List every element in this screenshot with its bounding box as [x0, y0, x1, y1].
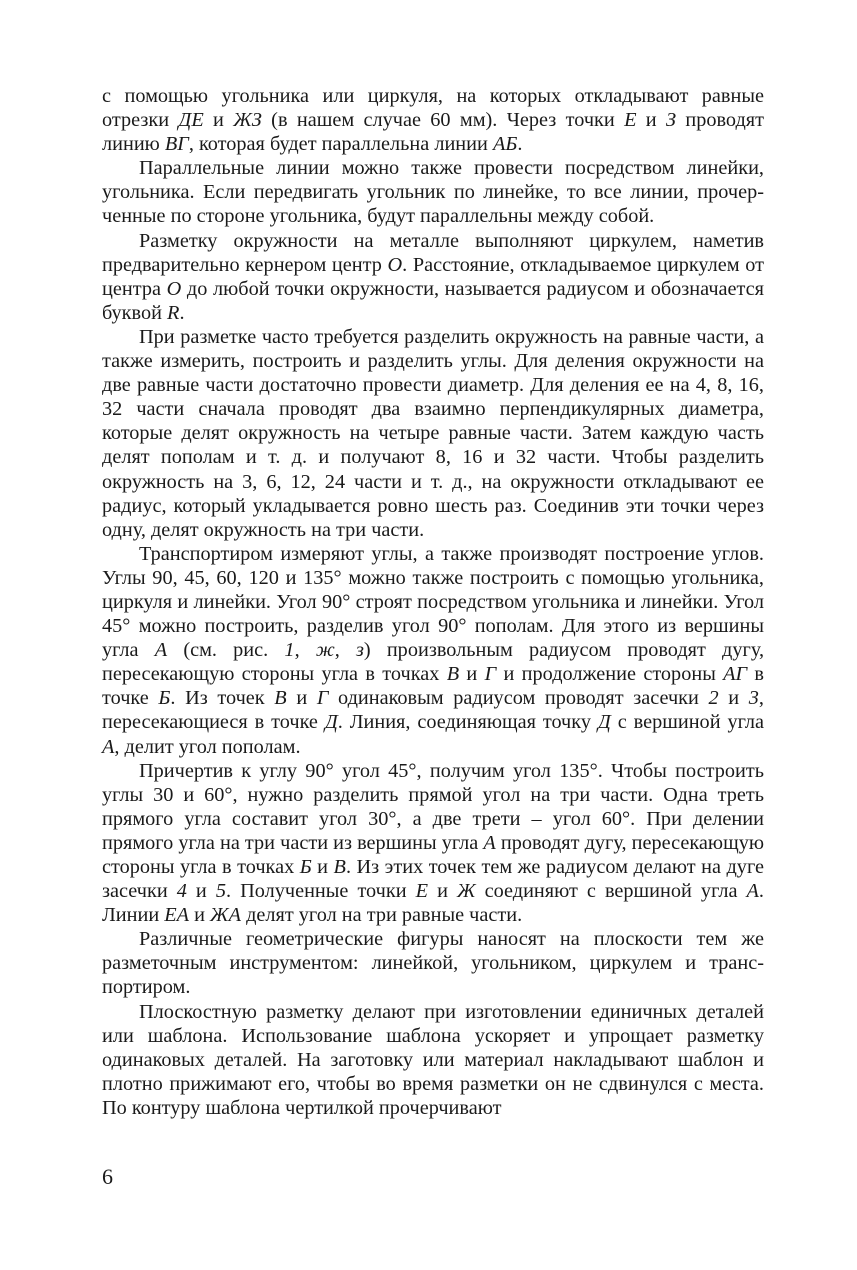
text-run: и	[718, 687, 749, 710]
italic-term: О	[166, 277, 182, 300]
italic-term: Г	[316, 687, 329, 710]
paragraph-5	[102, 542, 764, 759]
italic-term: 5	[215, 880, 226, 903]
italic-term: з	[355, 639, 364, 662]
italic-term: АГ	[723, 663, 748, 686]
text-run: с вершиной угла	[610, 711, 765, 734]
italic-term: 4	[176, 880, 187, 903]
text-run: проводят линию	[102, 109, 764, 156]
italic-term: Д	[324, 711, 338, 734]
text-run: ,	[334, 639, 356, 662]
italic-term: В	[333, 856, 346, 878]
text-run: . Из точек	[170, 687, 275, 710]
italic-term: ж	[315, 639, 335, 662]
italic-term: Д	[597, 711, 611, 734]
italic-term: ДЕ	[178, 109, 204, 132]
italic-term: 1	[284, 639, 295, 662]
italic-term: ВГ	[164, 133, 189, 156]
text-run: и	[459, 663, 485, 686]
paragraph-7	[102, 927, 764, 999]
italic-term: ЕА	[164, 904, 190, 927]
italic-term: А	[154, 639, 168, 662]
italic-term: АБ	[492, 133, 518, 156]
italic-term: Г	[484, 663, 497, 686]
text-run: и	[428, 880, 457, 903]
text-run: ) произвольным радиусом проводят дугу, пересекающую стороны угла в точках	[102, 639, 765, 686]
text-run: до любой точки окружности, называется радиусом и обозначается буквой	[102, 277, 764, 324]
italic-term: З	[665, 109, 677, 132]
italic-term: ЖА	[210, 904, 241, 927]
text-run: соединяют с вершиной угла	[475, 880, 747, 903]
italic-term: В	[446, 663, 460, 686]
italic-term: R	[167, 301, 180, 324]
text-run: и	[286, 687, 317, 710]
text-run: Разметку окружности на металле выполняют циркулем, наметив предварительно кернером центр	[102, 229, 764, 276]
text-run: . Из этих точек тем же радиусом делают на дуге засечки	[102, 856, 765, 903]
text-run: и	[636, 109, 666, 132]
italic-term: Б	[158, 687, 171, 710]
italic-term: 3	[748, 687, 759, 710]
paragraph-4	[102, 325, 764, 542]
page-number: 6	[102, 1164, 113, 1189]
paragraph-3	[102, 229, 764, 325]
text-run: Параллельные линии можно также провести посредством линейки, угольника. Если передвигать угольник по линейке, то все линии, прочерченные по стороне угольника, будут параллельны между собой.	[102, 157, 764, 228]
page-body	[102, 84, 764, 1120]
text-run: При разметке часто требуется разделить окружность на равные части, а также измерить, построить и разделить углы. Для деления окружности на две равные части достаточно провести диаметр. Для деления ее на 4, 8, 16, 32 части сначала проводят два взаимно перпендикулярных диаметра, которые делят окружность на четыре равные части. Затем каждую часть делят пополам и т. д. и получают 8, 16 и 32 части. Чтобы разделить окружность на 3, 6, 12, 24 части и т. д., на окружности откладывают ее радиус, который укладывается ровно шесть раз. Соединив эти точки через одну, делят окружность на три части.	[102, 325, 764, 541]
text-run: и	[203, 109, 234, 132]
text-run: , делит угол пополам.	[114, 735, 301, 758]
italic-term: А	[746, 880, 759, 903]
paragraph-6	[102, 759, 764, 928]
text-run: (см. рис.	[167, 639, 285, 662]
text-run: ,	[294, 639, 316, 662]
text-run: . Линии	[102, 880, 764, 927]
text-run: . Линия, соединяющая точку	[337, 711, 598, 734]
italic-term: ЖЗ	[233, 109, 262, 132]
text-run: .	[179, 301, 185, 324]
text-run: Плоскостную разметку делают при изготовлении единичных деталей или шаблона. Использование шаблона ускоряет и упрощает разметку одинаковых деталей. На заготовку или материал накладывают шаблон и плотно прижимают его, чтобы во время разметки он не сдвинулся с места. По контуру шаблона чертилкой прочерчивают	[102, 1000, 764, 1119]
italic-term: Е	[624, 109, 637, 132]
italic-term: Б	[299, 856, 312, 878]
text-run: . Полученные точки	[225, 880, 416, 903]
text-run: , которая будет параллельна линии	[188, 133, 493, 156]
text-run: .	[517, 133, 523, 156]
italic-term: Ж	[457, 880, 476, 903]
paragraph-1	[102, 84, 764, 156]
text-run: . Расстояние, откладываемое циркулем от центра	[102, 253, 764, 300]
text-run: проводят дугу, пересекающую стороны угла в точках	[102, 831, 764, 878]
text-run: и продолжение стороны	[496, 663, 724, 686]
text-run: с помощью угольника или циркуля, на которых откладывают равные отрезки	[102, 85, 764, 132]
text-run: Различные геометрические фигуры наносят на плоскости тем же разметочным инструментом: линейкой, угольником, циркулем и транспортиром.	[102, 928, 764, 999]
text-run: в точке	[102, 663, 764, 710]
text-run: и	[189, 904, 211, 927]
text-run: одинаковым радиусом проводят засечки	[328, 687, 709, 710]
italic-term: Е	[415, 880, 429, 903]
text-run: и	[311, 856, 334, 878]
text-run: и	[186, 880, 216, 903]
text-run: Причертив к углу 90° угол 45°, получим угол 135°. Чтобы построить углы 30 и 60°, нужно разделить прямой угол на три части. Одна треть прямого угла составит угол 30°, а две трети – угол 60°. При делении прямого угла на три части из вершины угла	[102, 759, 764, 854]
italic-term: 2	[708, 687, 719, 710]
italic-term: А	[102, 735, 115, 758]
text-run: Транспортиром измеряют углы, а также производят построение углов. Углы 90, 45, 60, 120 и 135° можно также построить с помощью угольника, циркуля и линейки. Угол 90° строят посредством угольника и линейки. Угол 45° можно построить, разделив угол 90° пополам. Для этого из вершины угла	[102, 542, 764, 662]
text-run: (в нашем случае 60 мм). Через точки	[261, 109, 625, 132]
paragraph-2	[102, 156, 764, 228]
italic-term: А	[483, 831, 496, 854]
text-run: , пересекающиеся в точке	[102, 687, 764, 734]
paragraph-8	[102, 1000, 764, 1120]
italic-term: В	[274, 687, 287, 710]
italic-term: О	[387, 253, 403, 276]
text-run: делят угол на три равные части.	[241, 904, 523, 927]
